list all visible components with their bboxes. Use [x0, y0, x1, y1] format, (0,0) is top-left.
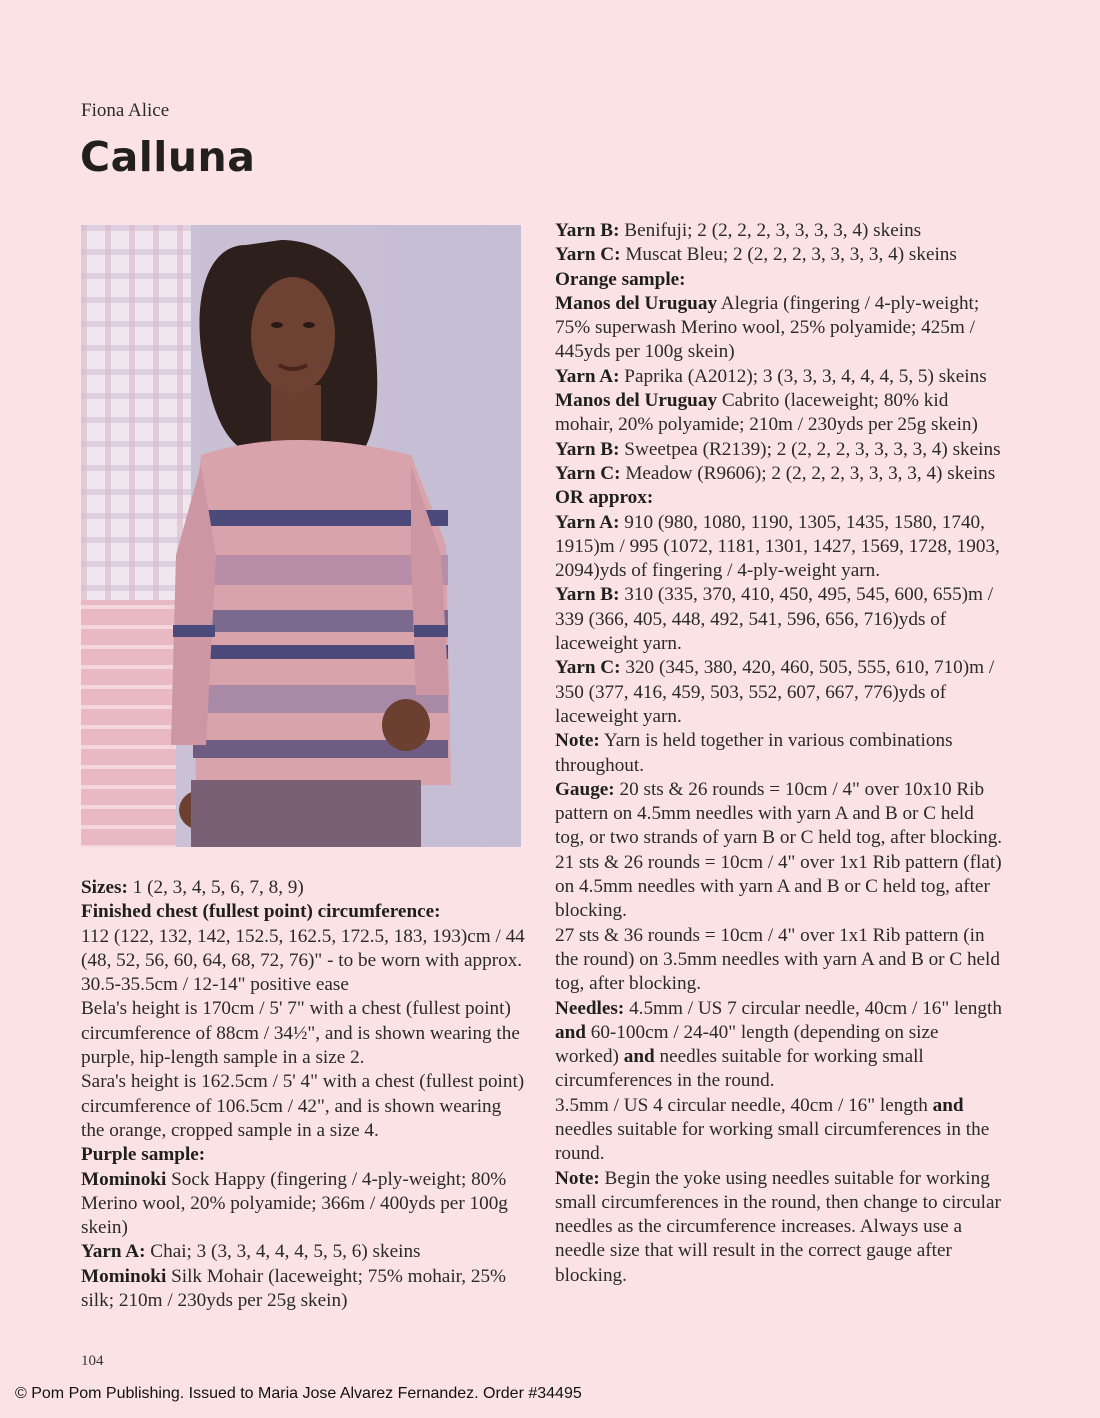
needles-label: Needles:: [555, 997, 625, 1019]
sizes-value: 1 (2, 3, 4, 5, 6, 7, 8, 9): [127, 877, 304, 898]
and-word: and: [555, 1021, 586, 1043]
model-photo: [81, 225, 521, 847]
chest-heading: [81, 900, 526, 924]
yarn-a-label: Yarn A:: [555, 365, 620, 387]
approx-label: OR approx:: [555, 487, 654, 509]
yarn-a-value: Chai; 3 (3, 3, 4, 4, 4, 5, 5, 6) skeins: [145, 1241, 421, 1263]
note-label: Note:: [555, 730, 600, 752]
purple-yarn-c: [555, 243, 1005, 267]
yarn-a-value: 910 (980, 1080, 1190, 1305, 1435, 1580, 1740, 1915)m / 995 (1072, 1181, 1301, 1427, 1569, 1728, 1903, 2094)yds of fingering / 4-ply-weight yarn.: [555, 511, 1000, 582]
yarn-c-value: Meadow (R9606); 2 (2, 2, 2, 3, 3, 3, 3, 4) skeins: [620, 462, 996, 484]
approx-yarn-c: [555, 656, 1005, 729]
designer-name: Fiona Alice: [81, 100, 170, 121]
and-word: and: [932, 1094, 964, 1116]
model-sara-text: Sara's height is 162.5cm / 5' 4" with a chest (fullest point) circumference of 106.5cm / 42", and is shown wearing the orange, cropped sample in a size 4.: [81, 1071, 525, 1141]
yarn-c-value: 320 (345, 380, 420, 460, 505, 555, 610, 710)m / 350 (377, 416, 459, 503, 552, 607, 667, 776)yds of laceweight yarn.: [555, 657, 995, 727]
gauge-in-round: 27 sts & 36 rounds = 10cm / 4" over 1x1 Rib pattern (in the round) on 3.5mm needles with yarn A and B or C held tog, after blocking.: [555, 924, 1000, 995]
note-value: Yarn is held together in various combinations throughout.: [555, 730, 953, 776]
note-label: Note:: [555, 1167, 600, 1189]
approx-heading: [555, 486, 1005, 510]
mominoki-brand: Mominoki: [81, 1168, 167, 1190]
approx-yarn-b: [555, 583, 1005, 656]
purple-yarn-a: [81, 1240, 526, 1264]
copyright-footer: © Pom Pom Publishing. Issued to Maria Jose Alvarez Fernandez. Order #34495: [15, 1385, 582, 1402]
and-word: and: [623, 1046, 655, 1068]
manos-cabrito-text: Cabrito (laceweight; 80% kid mohair, 20% polyamide; 210m / 230yds per 25g skein): [555, 390, 978, 436]
purple-sample-label: Purple sample:: [81, 1144, 206, 1166]
needles2-text-1: 3.5mm / US 4 circular needle, 40cm / 16" length: [555, 1094, 933, 1116]
approx-yarn-a: [555, 511, 1005, 584]
manos-brand: Manos del Uruguay: [555, 390, 718, 412]
sizes-label: Sizes:: [81, 877, 128, 898]
yarn-c-label: Yarn C:: [555, 462, 621, 484]
yarn-b-label: Yarn B:: [555, 438, 620, 460]
gauge-flat: 21 sts & 26 rounds = 10cm / 4" over 1x1 Rib pattern (flat) on 4.5mm needles with yarn A and B or C held tog, after blocking.: [555, 851, 1002, 922]
needles-text-1: 4.5mm / US 7 circular needle, 40cm / 16" length: [624, 997, 1002, 1019]
yarn-a-label: Yarn A:: [555, 511, 620, 533]
left-column: [81, 876, 526, 1313]
mominoki-silk-mohair-text: Silk Mohair (laceweight; 75% mohair, 25% silk; 210m / 230yds per 25g skein): [81, 1265, 507, 1312]
gauge-value: 20 sts & 26 rounds = 10cm / 4" over 10x10 Rib pattern on 4.5mm needles with yarn A and B or C held tog, or two strands of yarn B or C held tog, after blocking.: [555, 778, 1003, 849]
yarn-b-label: Yarn B:: [555, 220, 620, 241]
orange-sample-heading: [555, 268, 1005, 292]
yarn-b-value: Sweetpea (R2139); 2 (2, 2, 2, 3, 3, 3, 3, 4) skeins: [619, 438, 1001, 460]
purple-sample-heading: [81, 1143, 526, 1167]
page-number: 104: [81, 1353, 104, 1369]
note-value: Begin the yoke using needles suitable for working small circumferences in the round, then change to circular needles as the circumference increases. Always use a needle size that will result in the correct gauge after blocking.: [555, 1167, 1001, 1286]
manos-alegria-text: Alegria (fingering / 4-ply-weight; 75% superwash Merino wool, 25% polyamide; 425m / 445yds per 100g skein): [555, 292, 980, 363]
orange-sample-label: Orange sample:: [555, 268, 686, 290]
mominoki-brand: Mominoki: [81, 1265, 167, 1287]
yarn-a-label: Yarn A:: [81, 1241, 146, 1263]
mominoki-sock-happy: [81, 1168, 526, 1241]
yarn-c-value: Muscat Bleu; 2 (2, 2, 2, 3, 3, 3, 3, 4) skeins: [620, 244, 957, 266]
model-wearing-sweater-photo: [81, 225, 521, 847]
yarn-b-label: Yarn B:: [555, 584, 620, 606]
purple-yarn-b: [555, 219, 1005, 243]
mominoki-sock-happy-text: Sock Happy (fingering / 4-ply-weight; 80% Merino wool, 20% polyamide; 366m / 400yds per 100g skein): [81, 1168, 508, 1239]
orange-yarn-c: [555, 462, 1005, 486]
gauge-label: Gauge:: [555, 778, 615, 800]
pattern-title: Calluna: [80, 133, 256, 181]
gauge-line: [555, 778, 1005, 851]
yarn-a-value: Paprika (A2012); 3 (3, 3, 3, 4, 4, 4, 5, 5) skeins: [619, 365, 987, 387]
manos-brand: Manos del Uruguay: [555, 292, 718, 314]
manos-alegria: [555, 292, 1005, 365]
chest-value: 112 (122, 132, 142, 152.5, 162.5, 172.5, 183, 193)cm / 44 (48, 52, 56, 60, 64, 68, 72, 76)" - to be worn with approx. 30.5-35.5cm / 12-14" positive ease: [81, 925, 525, 996]
needles-text-2: 60-100cm / 24-40" length (depending on size worked): [555, 1021, 939, 1068]
sizes-line: [81, 876, 526, 900]
needles-text-3: needles suitable for working small circumferences in the round.: [555, 1046, 924, 1092]
yarn-c-label: Yarn C:: [555, 244, 621, 266]
manos-cabrito: [555, 389, 1005, 438]
yarn-b-value: 310 (335, 370, 410, 450, 495, 545, 600, 655)m / 339 (366, 405, 448, 492, 541, 596, 656, 716)yds of laceweight yarn.: [555, 584, 994, 655]
needles2-text-2: needles suitable for working small circumferences in the round.: [555, 1118, 990, 1165]
chest-label: Finished chest (fullest point) circumference:: [81, 901, 441, 923]
needles-line: [555, 997, 1005, 1094]
needles-line-2: [555, 1094, 1005, 1167]
yarn-note: [555, 729, 1005, 778]
yarn-c-label: Yarn C:: [555, 657, 621, 679]
right-column: [555, 219, 1005, 1288]
needles-note: [555, 1167, 1005, 1288]
model-bela-text: Bela's height is 170cm / 5' 7" with a chest (fullest point) circumference of 88cm / 34½", and is shown wearing the purple, hip-length sample in a size 2.: [81, 998, 520, 1069]
yarn-b-value: Benifuji; 2 (2, 2, 2, 3, 3, 3, 3, 4) skeins: [619, 220, 922, 241]
orange-yarn-a: [555, 365, 1005, 389]
mominoki-silk-mohair: [81, 1265, 526, 1314]
orange-yarn-b: [555, 438, 1005, 462]
